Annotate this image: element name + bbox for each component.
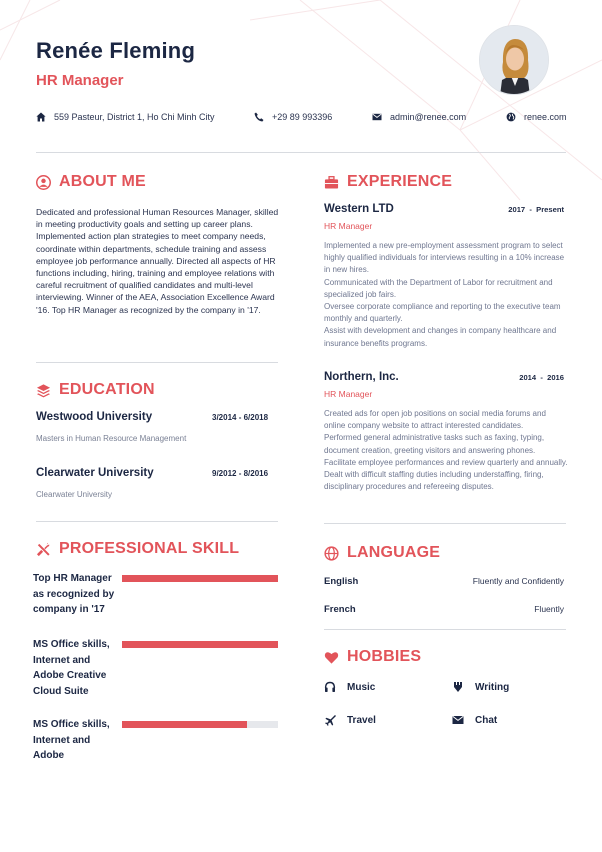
resume-header bbox=[36, 38, 195, 89]
hobby-music bbox=[324, 681, 375, 693]
job-description: Implemented a new pre-employment assessment program to select highly qualified individuals for interviews resulting in a 10% increase in new hires. Communicated with the Department of Labor for recruitment and specialized job fairs. Oversee corporate compliance and reporting to the executive team monthly and quarterly. Assist with development and changes in company healthcare and insurance benefits programs. bbox=[324, 241, 565, 348]
candidate-name: Renée Fleming bbox=[36, 38, 196, 63]
user-circle-icon bbox=[36, 175, 51, 190]
education-heading-label: EDUCATION bbox=[59, 381, 155, 398]
email-link[interactable]: admin@renee.com bbox=[390, 112, 467, 122]
edu-degree: Clearwater University bbox=[36, 490, 113, 499]
skill-bar bbox=[122, 721, 278, 728]
about-heading bbox=[36, 173, 146, 191]
about-divider bbox=[36, 362, 278, 363]
headphones-icon bbox=[324, 681, 336, 693]
hobby-label: Writing bbox=[475, 681, 510, 693]
edu-dates: 9/2012 - 8/2016 bbox=[212, 469, 269, 478]
portrait-image bbox=[480, 26, 549, 95]
about-heading-label: ABOUT ME bbox=[59, 173, 146, 190]
job-role: HR Manager bbox=[324, 221, 373, 231]
experience-divider bbox=[324, 523, 566, 524]
header-divider bbox=[36, 152, 566, 153]
job-dates: 2014 - 2016 bbox=[519, 373, 564, 382]
edu-school: Clearwater University bbox=[36, 467, 154, 479]
skill-bar-fill bbox=[122, 721, 247, 728]
contact-email[interactable] bbox=[372, 112, 466, 122]
plane-icon bbox=[324, 714, 336, 726]
hobby-writing bbox=[452, 681, 509, 693]
job-company: Northern, Inc. bbox=[324, 371, 399, 383]
home-icon bbox=[36, 112, 46, 122]
skill-bar-fill bbox=[122, 575, 278, 582]
hobbies-heading-label: HOBBIES bbox=[347, 648, 422, 665]
hobby-travel bbox=[324, 714, 376, 726]
job-dates: 2017 - Present bbox=[508, 205, 564, 214]
skill-bar bbox=[122, 641, 278, 648]
experience-heading bbox=[324, 173, 452, 191]
language-level: Fluently bbox=[534, 604, 564, 614]
contact-address bbox=[36, 112, 215, 122]
skill-bar-fill bbox=[122, 641, 278, 648]
hobby-chat bbox=[452, 714, 497, 726]
skill-label: MS Office skills, Internet and Adobe Creative Cloud Suite bbox=[33, 639, 110, 697]
contact-phone bbox=[254, 112, 332, 122]
candidate-title: HR Manager bbox=[36, 72, 124, 89]
hobbies-heading bbox=[324, 648, 421, 666]
language-name: French bbox=[324, 604, 356, 615]
envelope-icon bbox=[452, 714, 464, 726]
skill-heading bbox=[36, 540, 239, 558]
globe-icon bbox=[506, 112, 516, 122]
education-heading bbox=[36, 381, 155, 399]
job-description: Created ads for open job positions on social media forums and online company website to attract interested candidates. Performed general administrative tasks such as faxing, typing, document creation, greeting visitors and answering phones. Facilitate employee performances and review quarterly and annually. Dealt with difficult staffing duties including understaffing, firing, disciplinary procedures and refereeing disputes. bbox=[324, 409, 568, 492]
briefcase-icon bbox=[324, 175, 339, 190]
education-divider bbox=[36, 521, 278, 522]
website-link[interactable]: renee.com bbox=[524, 112, 567, 122]
job-company: Western LTD bbox=[324, 203, 394, 215]
language-heading-label: LANGUAGE bbox=[347, 544, 441, 561]
about-text: Dedicated and professional Human Resources Manager, skilled in meeting productivity goals and setting up career plans. Implemented action plan strategies to meet company needs, coordinate within departments, schedule training and assess employee job performance annually. Directed all aspects of HR functions including, hiring, training and employee relations with careful recruitment of qualified candidates and multi-level interviewing. Winner of the AEA, Association Excellence Award '16. Top HR Manager as recognized by the company in '17. bbox=[36, 207, 279, 315]
skill-bar bbox=[122, 575, 278, 582]
pen-nib-icon bbox=[452, 681, 464, 693]
skill-label: MS Office skills, Internet and Adobe bbox=[33, 719, 110, 761]
contact-bar bbox=[36, 112, 566, 126]
hobby-label: Music bbox=[347, 681, 376, 693]
globe-icon bbox=[324, 546, 339, 561]
tools-icon bbox=[36, 542, 51, 557]
contact-website[interactable] bbox=[506, 112, 567, 122]
address-text: 559 Pasteur, District 1, Ho Chi Minh City bbox=[54, 112, 215, 122]
skill-heading-label: PROFESSIONAL SKILL bbox=[59, 540, 240, 557]
layers-icon bbox=[36, 383, 51, 398]
edu-school: Westwood University bbox=[36, 411, 153, 423]
language-name: English bbox=[324, 576, 359, 587]
experience-heading-label: EXPERIENCE bbox=[347, 173, 453, 190]
hobby-label: Travel bbox=[347, 714, 376, 726]
job-role: HR Manager bbox=[324, 389, 373, 399]
avatar bbox=[479, 25, 549, 95]
edu-degree: Masters in Human Resource Management bbox=[36, 434, 187, 443]
language-level: Fluently and Confidently bbox=[472, 576, 564, 586]
language-divider bbox=[324, 629, 566, 630]
phone-icon bbox=[254, 112, 264, 122]
hobby-label: Chat bbox=[475, 714, 498, 726]
language-heading bbox=[324, 544, 440, 562]
phone-text: +29 89 993396 bbox=[272, 112, 333, 122]
envelope-icon bbox=[372, 112, 382, 122]
edu-dates: 3/2014 - 6/2018 bbox=[212, 413, 269, 422]
heart-icon bbox=[324, 650, 339, 665]
skill-label: Top HR Manager as recognized by company in '17 bbox=[33, 573, 115, 615]
